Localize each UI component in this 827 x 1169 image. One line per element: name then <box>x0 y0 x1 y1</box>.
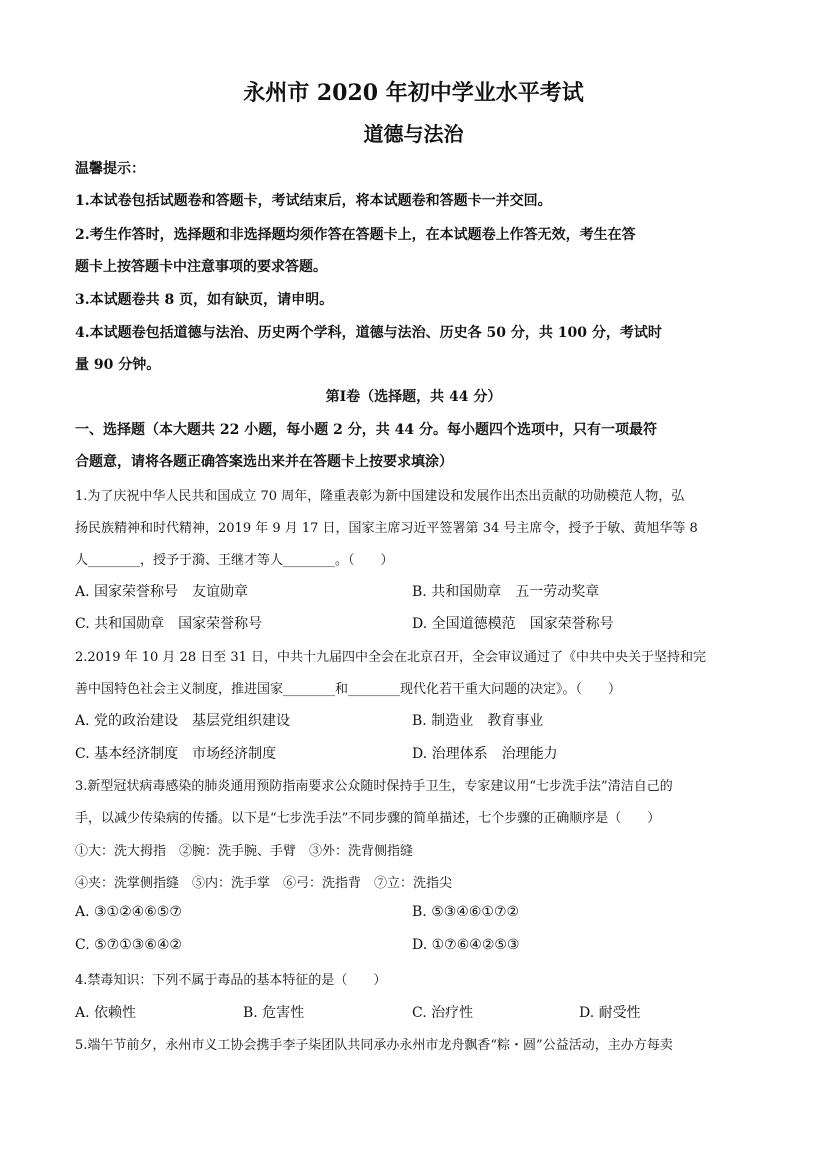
question-1-option-a[interactable]: A. 国家荣誉称号 友谊勋章 <box>75 584 249 600</box>
question-4-text: 4.禁毒知识：下列不属于毒品的基本特征的是（ ） <box>75 973 387 988</box>
question-1-option-c[interactable]: C. 共和国勋章 国家荣誉称号 <box>75 616 263 632</box>
question-2-option-c[interactable]: C. 基本经济制度 市场经济制度 <box>75 746 277 762</box>
question-4-option-a[interactable]: A. 依赖性 <box>75 1005 137 1021</box>
exam-title: 永州市 2020 年初中学业水平考试 <box>243 80 584 106</box>
question-3-text: ④夹：洗掌侧指缝 ⑤内：洗手掌 ⑥弓：洗指背 ⑦立：洗指尖 <box>75 876 453 891</box>
section-instructions: 合题意，请将各题正确答案选出来并在答题卡上按要求填涂） <box>75 454 453 470</box>
question-1-text: 人________，授予于漪、王继才等人________。（ ） <box>75 553 394 568</box>
question-3-option-a[interactable]: A. ③①②④⑥⑤⑦ <box>75 904 182 920</box>
question-3-option-d[interactable]: D. ①⑦⑥④②⑤③ <box>412 937 520 953</box>
question-1-option-b[interactable]: B. 共和国勋章 五一劳动奖章 <box>412 584 600 600</box>
question-2-text: 2.2019 年 10 月 28 日至 31 日，中共十九届四中全会在北京召开，全会审议通过了《中共中央关于坚持和完 <box>75 650 707 665</box>
question-3-text: ①大：洗大拇指 ②腕：洗手腕、手臂 ③外：洗背侧指缝 <box>75 844 414 859</box>
question-4-option-b[interactable]: B. 危害性 <box>243 1005 305 1021</box>
question-2-option-d[interactable]: D. 治理体系 治理能力 <box>412 746 558 762</box>
question-3-option-c[interactable]: C. ⑤⑦①③⑥④② <box>75 937 182 953</box>
notice-line: 4.本试题卷包括道德与法治、历史两个学科，道德与法治、历史各 50 分，共 100 分，考试时 <box>75 325 662 341</box>
question-5-text: 5.端午节前夕，永州市义工协会携手李子柒团队共同承办永州市龙舟飘香“粽・圆”公益活动，主办方每卖 <box>75 1038 673 1053</box>
question-3-text: 3.新型冠状病毒感染的肺炎通用预防指南要求公众随时保持手卫生，专家建议用“七步洗手法”清洁自己的 <box>75 779 673 794</box>
section-instructions: 一、选择题（本大题共 22 小题，每小题 2 分，共 44 分。每小题四个选项中，只有一项最符 <box>75 422 657 438</box>
notice-line: 题卡上按答题卡中注意事项的要求答题。 <box>75 259 327 275</box>
question-4-option-c[interactable]: C. 治疗性 <box>412 1005 474 1021</box>
question-3-text: 手，以减少传染病的传播。以下是“七步洗手法”不同步骤的简单描述，七个步骤的正确顺序是（ ） <box>75 811 661 826</box>
subject-title: 道德与法治 <box>363 122 464 146</box>
question-4-option-d[interactable]: D. 耐受性 <box>579 1005 641 1021</box>
notice-line: 1.本试卷包括试题卷和答题卡，考试结束后，将本试题卷和答题卡一并交回。 <box>75 193 552 209</box>
question-2-option-b[interactable]: B. 制造业 教育事业 <box>412 713 544 729</box>
question-3-option-b[interactable]: B. ⑤③④⑥①⑦② <box>412 904 520 920</box>
question-2-option-a[interactable]: A. 党的政治建设 基层党组织建设 <box>75 713 291 729</box>
question-1-text: 1.为了庆祝中华人民共和国成立 70 周年，隆重表彰为新中国建设和发展作出杰出贡献的功勋模范人物，弘 <box>75 489 685 504</box>
notice-line: 2.考生作答时，选择题和非选择题均须作答在答题卡上，在本试题卷上作答无效，考生在答 <box>75 227 636 243</box>
part-title: 第Ⅰ卷（选择题，共 44 分） <box>325 389 502 405</box>
question-1-option-d[interactable]: D. 全国道德模范 国家荣誉称号 <box>412 616 614 632</box>
notice-line: 量 90 分钟。 <box>75 357 161 373</box>
notice-heading: 温馨提示： <box>75 161 145 177</box>
question-1-text: 扬民族精神和时代精神，2019 年 9 月 17 日，国家主席习近平签署第 34 号主席令，授予于敏、黄旭华等 8 <box>75 521 698 536</box>
question-2-text: 善中国特色社会主义制度，推进国家________和________现代化若干重大问题的决定》。（ ） <box>75 682 622 697</box>
notice-line: 3.本试题卷共 8 页，如有缺页，请申明。 <box>75 292 334 308</box>
